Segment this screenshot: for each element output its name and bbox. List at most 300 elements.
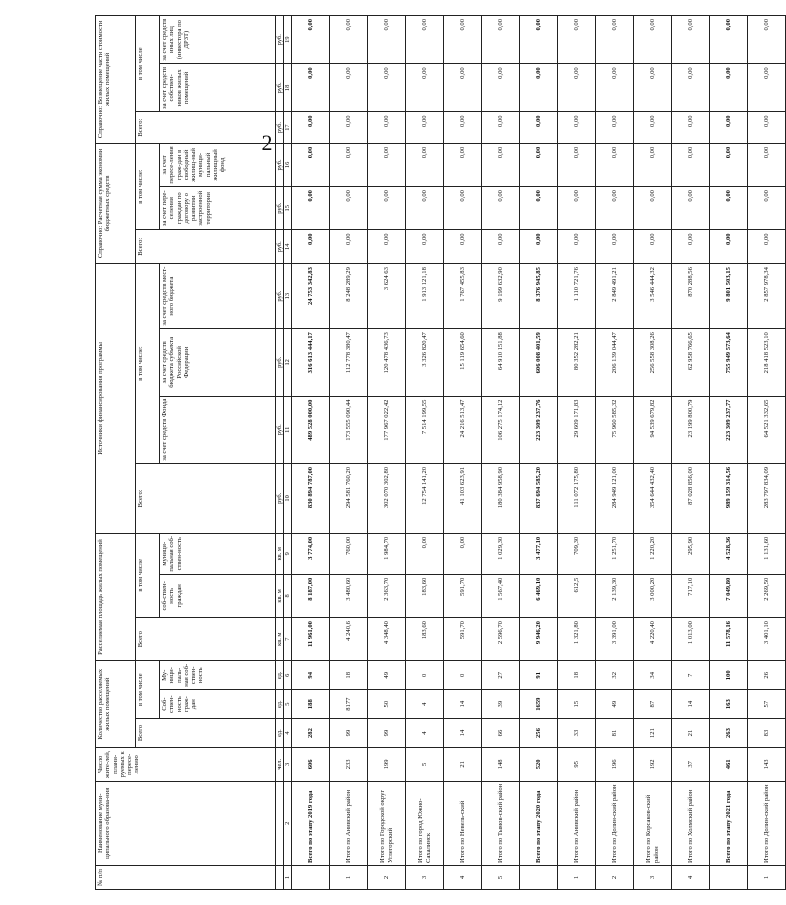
table-cell: 283 797 834,09 [748, 463, 786, 533]
table-cell: 218 418 523,10 [748, 329, 786, 396]
table-cell: 0,00 [520, 16, 558, 64]
table-cell: 0,00 [558, 187, 596, 230]
table-cell: 0,00 [520, 230, 558, 264]
header-savings-in-total: в том числе: [136, 143, 160, 230]
table-cell: 3 624 63 [368, 264, 406, 329]
table-cell: 34 [634, 661, 672, 690]
table-row [368, 16, 406, 890]
table-cell: 163 [710, 690, 748, 719]
header-own-citizens: Соб-ствен-ность граж-дан [160, 690, 276, 719]
table-cell: 0,00 [292, 230, 330, 264]
table-cell: 717,10 [672, 574, 710, 617]
table-cell: 0,00 [330, 187, 368, 230]
header-value-in-total: в том числе [136, 16, 160, 112]
table-cell: 206 139 044,47 [596, 329, 634, 396]
table-cell: 0 [444, 661, 482, 690]
table-cell: 64 910 151,88 [482, 329, 520, 396]
row-name-cell: Всего по этапу 2019 года [292, 781, 330, 865]
table-cell: 111 072 175,80 [558, 463, 596, 533]
table-cell: 0,00 [292, 143, 330, 186]
table-cell: 0,00 [406, 533, 444, 574]
table-cell: 0,00 [748, 187, 786, 230]
table-cell: 4 [406, 690, 444, 719]
table-cell: 591,70 [444, 618, 482, 661]
table-cell: 1 [748, 865, 786, 889]
table-cell: 8 248 289,29 [330, 264, 368, 329]
table-cell: 606 [292, 747, 330, 781]
header-area-group: Расселяемая площадь жилых помещений [96, 533, 136, 661]
table-cell: 2 849 491,21 [596, 264, 634, 329]
table-cell: 2 139,30 [596, 574, 634, 617]
table-cell: 183,60 [406, 618, 444, 661]
col-number-cell: 16 [284, 143, 292, 186]
table-cell: 0,00 [710, 112, 748, 143]
table-cell: 120 478 436,73 [368, 329, 406, 396]
table-cell: 295,90 [672, 533, 710, 574]
col-number-cell: 19 [284, 16, 292, 64]
table-cell: 0,00 [748, 16, 786, 64]
row-name-cell: Итого по Холмский район [672, 781, 710, 865]
table-row [634, 16, 672, 890]
table-cell: 4 528,36 [710, 533, 748, 574]
table-cell: 0,00 [406, 143, 444, 186]
table-cell: 121 [634, 719, 672, 748]
table-cell: 316 613 444,17 [292, 329, 330, 396]
table-cell: 0,00 [596, 64, 634, 112]
table-cell: 0,00 [596, 187, 634, 230]
unit-cell [276, 865, 284, 889]
row-name-cell: Итого по Корсаков-ский район [634, 781, 672, 865]
table-cell: 489 528 000,00 [292, 396, 330, 463]
table-cell: 83 [748, 719, 786, 748]
table-cell: 0,00 [292, 64, 330, 112]
table-cell: 837 694 585,20 [520, 463, 558, 533]
table-cell: 0,00 [368, 143, 406, 186]
table-cell: 1 321,80 [558, 618, 596, 661]
table-cell: 256 [520, 719, 558, 748]
table-cell: 14 [444, 719, 482, 748]
table-cell: 3 546 444,32 [634, 264, 672, 329]
header-owner-funds: за счет средств собствен-ников жилых помещений [160, 64, 276, 112]
table-cell: 3 480,60 [330, 574, 368, 617]
table-cell: 9 199 632,90 [482, 264, 520, 329]
col-number-cell: 1 [284, 865, 292, 889]
table-cell: 3 477,10 [520, 533, 558, 574]
table-cell: 0,00 [748, 143, 786, 186]
table-row [672, 16, 710, 890]
table-cell: 0,00 [330, 16, 368, 64]
header-ref-budget-group: Справочно: Расчетная сумма экономии бюджетных средств [96, 143, 136, 263]
table-cell: 870 288,56 [672, 264, 710, 329]
table-cell: 0,00 [444, 112, 482, 143]
table-cell: 3 [406, 865, 444, 889]
table-cell: 0,00 [292, 112, 330, 143]
unit-cell: чел. [276, 747, 284, 781]
table-row [292, 16, 330, 890]
table-cell: 282 [292, 719, 330, 748]
table-cell: 0,00 [444, 64, 482, 112]
table-cell: 2 [368, 865, 406, 889]
table-cell: 112 778 380,47 [330, 329, 368, 396]
header-fund: за счет средств Фонда [160, 396, 276, 463]
table-cell: 4 [672, 865, 710, 889]
table-cell: 0,00 [368, 112, 406, 143]
table-cell: 0,00 [368, 230, 406, 264]
table-cell: 173 555 090,44 [330, 396, 368, 463]
table-cell: 8177 [330, 690, 368, 719]
table-cell: 1 013,00 [672, 618, 710, 661]
table-cell: 7 049,80 [710, 574, 748, 617]
table-cell: 0,00 [444, 16, 482, 64]
unit-cell: руб. [276, 16, 284, 64]
table-cell: 87 028 856,00 [672, 463, 710, 533]
col-number-cell: 14 [284, 230, 292, 264]
table-cell: 18 [330, 661, 368, 690]
table-row [444, 16, 482, 890]
table-row [748, 16, 786, 890]
table-cell: 0,00 [558, 230, 596, 264]
table-cell: 1659 [520, 690, 558, 719]
table-row [482, 16, 520, 890]
row-name-cell: Итого по город Южно-Сахалинск [406, 781, 444, 865]
table-cell [520, 865, 558, 889]
row-name-cell: Всего по этапу 2021 года [710, 781, 748, 865]
table-cell: 0,00 [330, 230, 368, 264]
row-name-cell: Итого по Анивский район [558, 781, 596, 865]
table-cell: 989 159 314,56 [710, 463, 748, 533]
table-cell: 0,00 [596, 16, 634, 64]
table-cell: 5 [482, 865, 520, 889]
table-cell: 183,60 [406, 574, 444, 617]
row-name-cell: Итого по Невель-ский [444, 781, 482, 865]
table-cell: 0,00 [634, 16, 672, 64]
header-municipal-area: муници-пальная соб-ствен-ность [160, 533, 276, 574]
header-count-group: Количество расселяемых жилых помещений [96, 661, 136, 748]
header-name: Наименование муни-ципального образова-ния [96, 781, 276, 865]
table-cell: 0,00 [330, 64, 368, 112]
table-cell: 95 [558, 747, 596, 781]
table-cell: 1 767 455,83 [444, 264, 482, 329]
table-cell: 0,00 [596, 112, 634, 143]
table-cell: 354 644 432,40 [634, 463, 672, 533]
table-cell: 755 949 573,64 [710, 329, 748, 396]
table-cell: 80 352 282,21 [558, 329, 596, 396]
table-cell: 0,00 [672, 187, 710, 230]
table-cell: 0,00 [444, 533, 482, 574]
table-cell: 284 949 121,00 [596, 463, 634, 533]
table-cell: 0,00 [710, 16, 748, 64]
table-cell: 32 [596, 661, 634, 690]
table-cell: 0,00 [672, 64, 710, 112]
table-cell: 0,00 [672, 143, 710, 186]
header-num: № п/п [96, 865, 276, 889]
table-cell: 11 961,00 [292, 618, 330, 661]
table-cell: 7 514 199,55 [406, 396, 444, 463]
table-cell: 0,00 [444, 143, 482, 186]
row-name-cell: Итого по Тымов-ский район [482, 781, 520, 865]
table-cell: 180 384 958,90 [482, 463, 520, 533]
table-cell: 0,00 [748, 230, 786, 264]
table-cell: 7 [672, 661, 710, 690]
table-cell: 233 [330, 747, 368, 781]
table-cell: 294 581 760,20 [330, 463, 368, 533]
table-cell: 21 [444, 747, 482, 781]
table-cell: 0,00 [520, 64, 558, 112]
table-cell: 0,00 [710, 143, 748, 186]
table-cell: 6 469,10 [520, 574, 558, 617]
table-cell: 3 000,20 [634, 574, 672, 617]
table-cell: 2 [596, 865, 634, 889]
resettlement-table [95, 15, 786, 890]
table-cell: 15 [558, 690, 596, 719]
table-cell: 49 [368, 661, 406, 690]
table-cell: 50 [368, 690, 406, 719]
table-cell: 24 216 513,47 [444, 396, 482, 463]
table-cell: 23 199 800,79 [672, 396, 710, 463]
table-cell: 9 946,20 [520, 618, 558, 661]
header-other-funds: за счет средств иных лиц (инвестора по ДРЗТ) [160, 16, 276, 64]
table-cell: 81 [596, 719, 634, 748]
table-cell [292, 865, 330, 889]
header-count-in-total: в том числе [136, 661, 160, 719]
table-cell: 0,00 [558, 112, 596, 143]
table-row [520, 16, 558, 890]
col-number-cell: 6 [284, 661, 292, 690]
table-cell: 0,00 [520, 187, 558, 230]
col-number-cell: 8 [284, 574, 292, 617]
table-cell: 106 275 174,12 [482, 396, 520, 463]
table-cell: 4 [406, 719, 444, 748]
col-number-cell: 15 [284, 187, 292, 230]
col-number-cell: 5 [284, 690, 292, 719]
table-cell: 5 [406, 747, 444, 781]
table-cell: 12 754 141,20 [406, 463, 444, 533]
unit-cell [276, 781, 284, 865]
table-cell: 0,00 [406, 230, 444, 264]
col-numbers-row [284, 16, 292, 890]
table-cell: 760,00 [330, 533, 368, 574]
table-cell: 0,00 [368, 187, 406, 230]
header-local-budget: за счет средств мест-ного бюджета [160, 264, 276, 329]
table-cell: 0,00 [558, 64, 596, 112]
unit-cell: ед. [276, 690, 284, 719]
header-value-total: Всего: [136, 112, 276, 143]
table-cell: 0,00 [710, 64, 748, 112]
table-cell: 0,00 [406, 112, 444, 143]
col-number-cell: 4 [284, 719, 292, 748]
table-cell: 0,00 [520, 112, 558, 143]
unit-cell: кв. м [276, 533, 284, 574]
col-number-cell: 9 [284, 533, 292, 574]
table-cell: 0,00 [368, 64, 406, 112]
table-cell: 2 596,70 [482, 618, 520, 661]
table-cell: 0,00 [596, 230, 634, 264]
table-cell: 223 309 237,77 [710, 396, 748, 463]
table-cell: 3 [634, 865, 672, 889]
table-cell: 0,00 [482, 230, 520, 264]
table-cell: 199 [368, 747, 406, 781]
table-cell: 100 [710, 661, 748, 690]
table-cell: 0,00 [634, 64, 672, 112]
page-number: 2 [261, 130, 273, 155]
table-cell: 223 309 237,76 [520, 396, 558, 463]
table-cell: 0,00 [710, 187, 748, 230]
table-cell: 143 [748, 747, 786, 781]
table-cell: 0,00 [444, 187, 482, 230]
table-cell: 39 [482, 690, 520, 719]
table-cell: 24 753 342,83 [292, 264, 330, 329]
table-cell: 9 801 503,15 [710, 264, 748, 329]
unit-cell: руб. [276, 396, 284, 463]
col-number-cell: 17 [284, 112, 292, 143]
table-cell: 0,00 [672, 16, 710, 64]
table-cell: 64 521 332,65 [748, 396, 786, 463]
table-body [292, 16, 786, 890]
table-cell: 256 558 308,26 [634, 329, 672, 396]
table-cell: 15 119 654,60 [444, 329, 482, 396]
table-cell: 0,00 [482, 64, 520, 112]
table-cell: 4 220,40 [634, 618, 672, 661]
table-cell: 0,00 [406, 16, 444, 64]
table-cell: 0,00 [596, 143, 634, 186]
unit-cell: руб. [276, 230, 284, 264]
header-ref-value-group: Справочно: Возмещение части стоимости жилых помещений [96, 16, 136, 144]
row-name-cell: Итого по Долин-ский район [596, 781, 634, 865]
table-cell: 0,00 [482, 143, 520, 186]
table-cell: 0,00 [634, 230, 672, 264]
table-cell: 4 348,40 [368, 618, 406, 661]
header-resettled: Число жите-лей, плани-руемых к пересе-лению [96, 747, 276, 781]
table-cell: 0,00 [672, 112, 710, 143]
table-cell: 0 [406, 661, 444, 690]
header-municipal: Му-ници-паль-ная соб-ствен-ность [160, 661, 276, 690]
header-count-total: Всего [136, 719, 276, 748]
table-cell: 0,00 [444, 230, 482, 264]
table-cell: 606 008 401,59 [520, 329, 558, 396]
col-number-cell: 7 [284, 618, 292, 661]
table-cell: 11 578,16 [710, 618, 748, 661]
col-number-cell: 12 [284, 329, 292, 396]
col-number-cell: 18 [284, 64, 292, 112]
table-cell: 0,00 [634, 187, 672, 230]
header-fin-in-total: в том числе: [136, 264, 160, 464]
row-name-cell: Итого по Долин-ский район [748, 781, 786, 865]
header-fin-total: Всего: [136, 463, 276, 533]
table-cell: 66 [482, 719, 520, 748]
row-name-cell: Всего по этапу 2020 года [520, 781, 558, 865]
units-row [276, 16, 284, 890]
header-area-in-total: в том числе [136, 533, 160, 617]
table-cell: 37 [672, 747, 710, 781]
table-cell [710, 865, 748, 889]
header-subject-budget: за счет средств бюджета субъекта Российской Федерации [160, 329, 276, 396]
table-cell: 1 131,60 [748, 533, 786, 574]
table-cell: 177 967 022,42 [368, 396, 406, 463]
table-cell: 0,00 [520, 143, 558, 186]
table-cell: 3 774,00 [292, 533, 330, 574]
table-cell: 94 [292, 661, 330, 690]
table-cell: 188 [292, 690, 330, 719]
unit-cell: руб. [276, 112, 284, 143]
table-cell: 0,00 [406, 187, 444, 230]
table-cell: 196 [596, 747, 634, 781]
header-savings-contract: за счет пере-селения граждан по договору о развитии застроенной территории [160, 187, 276, 230]
unit-cell: руб. [276, 264, 284, 329]
table-row [596, 16, 634, 890]
table-cell: 33 [558, 719, 596, 748]
table-cell: 461 [710, 747, 748, 781]
table-cell: 1 251,70 [596, 533, 634, 574]
unit-cell: ед. [276, 661, 284, 690]
table-cell: 0,00 [292, 187, 330, 230]
table-cell: 3 326 820,47 [406, 329, 444, 396]
table-row [330, 16, 368, 890]
table-cell: 3 391,00 [596, 618, 634, 661]
header-own-citizens-area: соб-ствен-ность граждан [160, 574, 276, 617]
table-cell: 0,00 [406, 64, 444, 112]
table-cell: 0,00 [634, 143, 672, 186]
rotated-table-wrapper [95, 15, 770, 890]
table-cell: 75 960 585,32 [596, 396, 634, 463]
table-cell: 0,00 [368, 16, 406, 64]
table-cell: 1 [558, 865, 596, 889]
table-cell: 99 [330, 719, 368, 748]
unit-cell: руб. [276, 463, 284, 533]
table-cell: 91 [520, 661, 558, 690]
table-cell: 0,00 [748, 64, 786, 112]
table-cell: 192 [634, 747, 672, 781]
table-cell: 8 187,00 [292, 574, 330, 617]
table-cell: 612,5 [558, 574, 596, 617]
table-cell: 14 [444, 690, 482, 719]
table-cell: 4 [444, 865, 482, 889]
table-cell: 1 984,70 [368, 533, 406, 574]
col-number-cell: 3 [284, 747, 292, 781]
table-cell: 0,00 [482, 112, 520, 143]
table-cell: 0,00 [558, 143, 596, 186]
table-cell: 830 894 787,00 [292, 463, 330, 533]
unit-cell: руб. [276, 187, 284, 230]
header-fin-group: Источники финансирования программы [96, 264, 136, 534]
table-cell: 87 [634, 690, 672, 719]
table-row [558, 16, 596, 890]
table-cell: 263 [710, 719, 748, 748]
table-cell: 0,00 [482, 16, 520, 64]
col-number-cell: 11 [284, 396, 292, 463]
unit-cell: ед. [276, 719, 284, 748]
table-cell: 1 220,20 [634, 533, 672, 574]
unit-cell: руб. [276, 329, 284, 396]
table-cell: 27 [482, 661, 520, 690]
table-cell: 2 269,50 [748, 574, 786, 617]
row-name-cell: Итого по Городской округ Углегорский [368, 781, 406, 865]
table-cell: 0,00 [672, 230, 710, 264]
table-cell: 1 567,40 [482, 574, 520, 617]
table-cell: 41 103 623,91 [444, 463, 482, 533]
table-cell: 0,00 [710, 230, 748, 264]
table-cell: 57 [748, 690, 786, 719]
table-cell: 520 [520, 747, 558, 781]
table-cell: 14 [672, 690, 710, 719]
table-cell: 21 [672, 719, 710, 748]
table-cell: 62 958 766,65 [672, 329, 710, 396]
unit-cell: руб. [276, 64, 284, 112]
table-cell: 0,00 [558, 16, 596, 64]
table-cell: 1 [330, 865, 368, 889]
header-savings-total: Всего: [136, 230, 276, 264]
table-cell: 0,00 [634, 112, 672, 143]
table-cell: 709,30 [558, 533, 596, 574]
